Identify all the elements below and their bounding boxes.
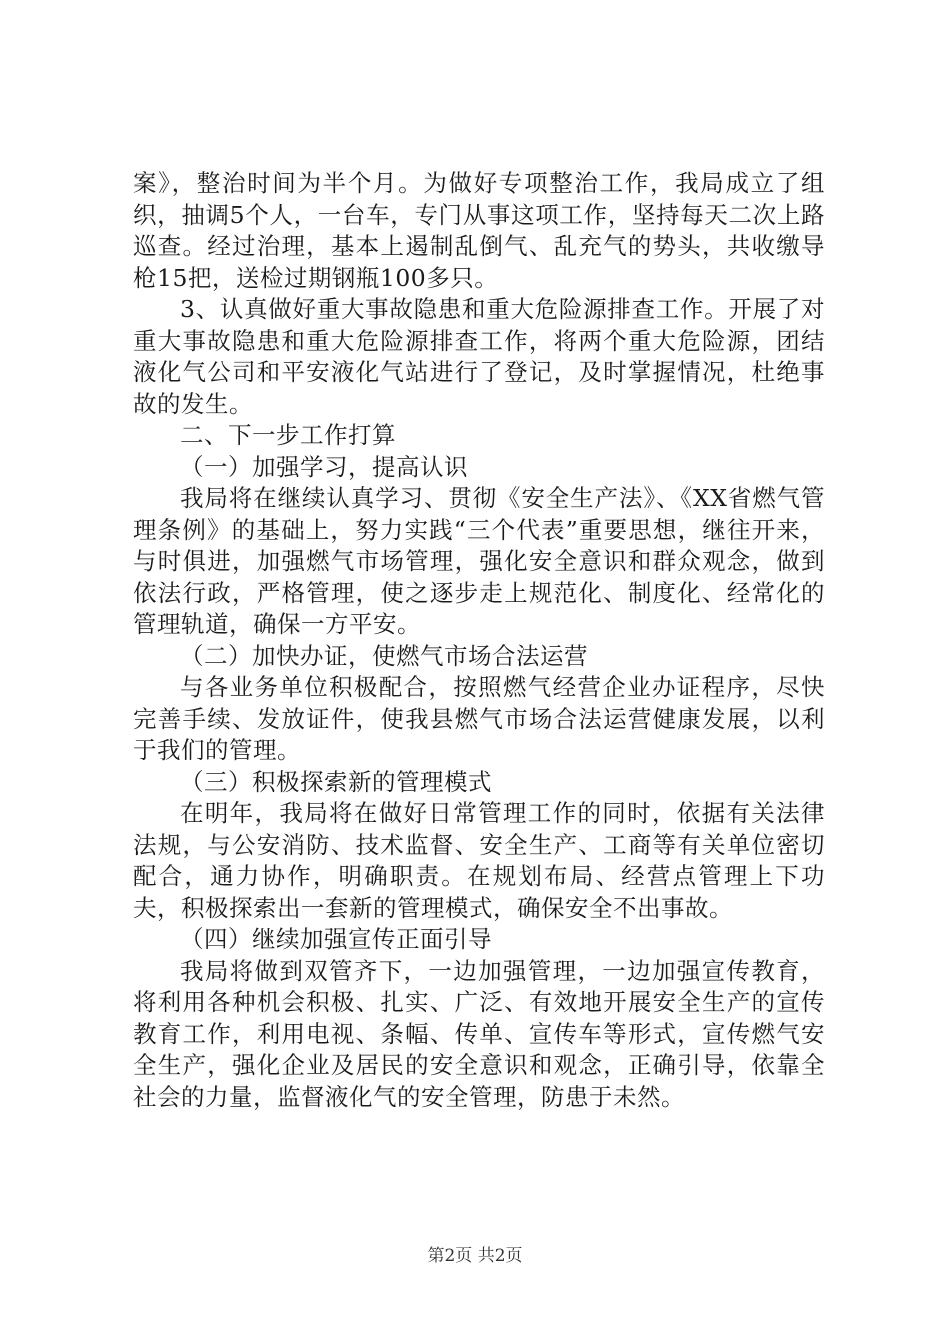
page-footer: 第2页 共2页	[427, 1246, 523, 1266]
paragraph-item-3: 3、认真做好重大事故隐患和重大危险源排查工作。开展了对重大事故隐患和重大危险源排查工作，将两个重大危险源，团结液化气公司和平安液化气站进行了登记，及时掌握情况，杜绝事故的发生。	[133, 295, 825, 418]
subheading-1: （一）加强学习，提高认识	[180, 452, 468, 481]
subheading-4: （四）继续加强宣传正面引导	[180, 925, 492, 953]
section-heading-next-steps: 二、下一步工作打算	[180, 421, 396, 449]
document-body	[133, 168, 825, 1113]
subheading-2: （二）加快办证，使燃气市场合法运营	[180, 641, 588, 670]
paragraph-study: 我局将在继续认真学习、贯彻《安全生产法》、《XX省燃气管理条例》的基础上，努力实践“三个代表”重要思想，继往开来，与时俱进，加强燃气市场管理，强化安全意识和群众观念，做到依法行政，严格管理，使之逐步走上规范化、制度化、经常化的管理轨道，确保一方平安。	[133, 484, 825, 638]
paragraph-publicity: 我局将做到双管齐下，一边加强管理，一边加强宣传教育，将利用各种机会积极、扎实、广泛、有效地开展安全生产的宣传教育工作，利用电视、条幅、传单、宣传车等形式，宣传燃气安全生产，强化企业及居民的安全意识和观念，正确引导，依靠全社会的力量，监督液化气的安全管理，防患于未然。	[133, 956, 825, 1111]
subheading-3: （三）积极探索新的管理模式	[180, 767, 492, 796]
paragraph-continuation: 案》，整治时间为半个月。为做好专项整治工作，我局成立了组织，抽调5个人，一台车，专门从事这项工作，坚持每天二次上路巡查。经过治理，基本上遏制乱倒气、乱充气的势头，共收缴导枪15把，送检过期钢瓶100多只。	[133, 169, 825, 292]
paragraph-management-mode: 在明年，我局将在做好日常管理工作的同时，依据有关法律法规，与公安消防、技术监督、安全生产、工商等有关单位密切配合，通力协作，明确职责。在规划布局、经营点管理上下功夫，积极探索出一套新的管理模式，确保安全不出事故。	[133, 799, 825, 922]
paragraph-licensing: 与各业务单位积极配合，按照燃气经营企业办证程序，尽快完善手续、发放证件，使我县燃气市场合法运营健康发展，以利于我们的管理。	[133, 673, 825, 764]
